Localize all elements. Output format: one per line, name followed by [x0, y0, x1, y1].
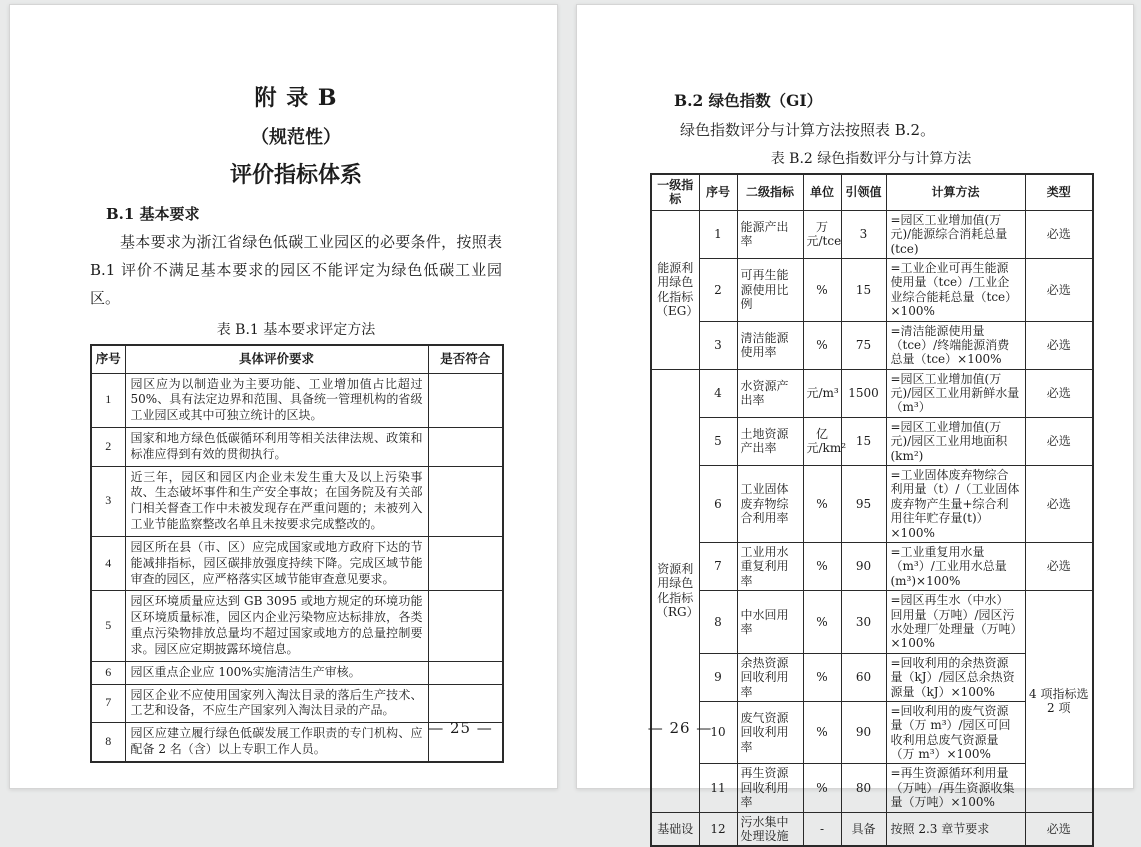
table-row [651, 591, 1093, 654]
row-number-cell: 3 [91, 466, 125, 536]
compliance-cell [428, 466, 503, 536]
section-b2-heading: B.2 绿色指数（GI） [674, 91, 823, 110]
table-row [91, 373, 503, 427]
row-number-cell: 7 [699, 542, 737, 590]
appendix-title-line1: 附 录 B [254, 85, 338, 111]
type-cell: 必选 [1025, 210, 1093, 258]
table-row [651, 369, 1093, 417]
type-cell: 必选 [1025, 542, 1093, 590]
row-number-cell: 8 [699, 591, 737, 654]
appendix-title-line3: 评价指标体系 [229, 162, 362, 188]
unit-cell: % [803, 258, 841, 321]
header-secondary-indicator: 二级指标 [737, 174, 803, 210]
row-number-cell: 4 [91, 536, 125, 590]
indicator-cell: 中水回用率 [737, 591, 803, 654]
leading-value-cell: 90 [841, 701, 886, 764]
row-number-cell: 9 [699, 653, 737, 701]
section-b2-paragraph: 绿色指数评分与计算方法按照表 B.2。 [680, 121, 936, 139]
header-calc-method: 计算方法 [886, 174, 1025, 210]
section-b1-paragraph: 基本要求为浙江省绿色低碳工业园区的必要条件，按照表 B.1 评价不满足基本要求的园区不能评定为绿色低碳工业园区。 [90, 233, 502, 307]
appendix-title [90, 81, 502, 189]
document-page-25 [9, 4, 558, 789]
page-number-25: — 25 — [428, 719, 493, 737]
indicator-cell: 废气资源回收利用率 [737, 701, 803, 764]
requirement-cell: 园区应建立履行绿色低碳发展工作职责的专门机构、应配备 2 名（含）以上专职工作人员。 [125, 723, 428, 762]
indicator-cell: 余热资源回收利用率 [737, 653, 803, 701]
header-unit: 单位 [803, 174, 841, 210]
table-row [651, 321, 1093, 369]
method-cell: 按照 2.3 章节要求 [886, 812, 1025, 846]
row-number-cell: 1 [699, 210, 737, 258]
section-b1-heading: B.1 基本要求 [106, 205, 200, 223]
table-row [651, 258, 1093, 321]
unit-cell: % [803, 466, 841, 543]
row-number-cell: 2 [91, 427, 125, 466]
row-number-cell: 12 [699, 812, 737, 846]
requirement-cell: 园区应为以制造业为主要功能、工业增加值占比超过 50%、具有法定边界和范围、具备统一管理机构的省级工业园区或其中可独立统计的区块。 [125, 373, 428, 427]
requirement-cell: 近三年，园区和园区内企业未发生重大及以上污染事故、生态破坏事件和生产安全事故；在国务院及有关部门相关督查工作中未被发现存在严重问题的；未被列入工业节能监察整改名单且未按要求完成整改的。 [125, 466, 428, 536]
unit-cell: % [803, 764, 841, 812]
table-row [91, 591, 503, 661]
method-cell: =回收利用的余热资源量（kJ）/园区总余热资源量（kJ）×100% [886, 653, 1025, 701]
header-compliance: 是否符合 [428, 345, 503, 373]
unit-cell: 亿元/km² [803, 417, 841, 465]
header-leading-value: 引领值 [841, 174, 886, 210]
group-cell-resource: 资源利用绿色化指标（RG） [651, 369, 699, 812]
table-b1-header-row [91, 345, 503, 373]
type-cell: 必选 [1025, 258, 1093, 321]
row-number-cell: 5 [699, 417, 737, 465]
table-b1-caption: 表 B.1 基本要求评定方法 [216, 322, 376, 338]
table-b2-header-row [651, 174, 1093, 210]
table-row [651, 210, 1093, 258]
indicator-cell: 清洁能源使用率 [737, 321, 803, 369]
table-row [651, 417, 1093, 465]
leading-value-cell: 3 [841, 210, 886, 258]
indicator-cell: 水资源产出率 [737, 369, 803, 417]
type-cell: 必选 [1025, 321, 1093, 369]
method-cell: =再生资源循环利用量（万吨）/再生资源收集量（万吨）×100% [886, 764, 1025, 812]
method-cell: =清洁能源使用量（tce）/终端能源消费总量（tce）×100% [886, 321, 1025, 369]
type-merged-cell: 4 项指标选 2 项 [1025, 591, 1093, 812]
indicator-cell: 工业固体废弃物综合利用率 [737, 466, 803, 543]
group-cell-energy: 能源利用绿色化指标（EG） [651, 210, 699, 369]
indicator-cell: 工业用水重复利用率 [737, 542, 803, 590]
row-number-cell: 1 [91, 373, 125, 427]
document-page-26 [576, 4, 1134, 844]
table-row [91, 427, 503, 466]
unit-cell: 元/m³ [803, 369, 841, 417]
indicator-cell: 再生资源回收利用率 [737, 764, 803, 812]
table-b1 [90, 344, 504, 763]
leading-value-cell: 30 [841, 591, 886, 654]
row-number-cell: 5 [91, 591, 125, 661]
type-cell: 必选 [1025, 812, 1093, 846]
header-primary-indicator: 一级指标 [651, 174, 699, 210]
requirement-cell: 园区环境质量应达到 GB 3095 或地方规定的环境功能区环境质量标准，园区内企业污染物应达标排放，各类重点污染物排放总量均不超过国家或地方的总量控制要求。园区应定期披露环境信息。 [125, 591, 428, 661]
method-cell: =工业企业可再生能源使用量（tce）/工业企业综合能耗总量（tce）×100% [886, 258, 1025, 321]
unit-cell: - [803, 812, 841, 846]
method-cell: =园区再生水（中水）回用量（万吨）/园区污水处理厂处理量（万吨）×100% [886, 591, 1025, 654]
type-cell: 必选 [1025, 417, 1093, 465]
leading-value-cell: 95 [841, 466, 886, 543]
indicator-cell: 污水集中处理设施 [737, 812, 803, 846]
method-cell: =工业固体废弃物综合利用量（t）/（工业固体废弃物产生量+综合利用往年贮存量(t)）×100% [886, 466, 1025, 543]
row-number-cell: 3 [699, 321, 737, 369]
table-row [651, 812, 1093, 846]
table-row [91, 684, 503, 723]
row-number-cell: 6 [699, 466, 737, 543]
table-row [91, 536, 503, 590]
row-number-cell: 4 [699, 369, 737, 417]
requirement-cell: 园区重点企业应 100%实施清洁生产审核。 [125, 661, 428, 684]
requirement-cell: 国家和地方绿色低碳循环利用等相关法律法规、政策和标准应得到有效的贯彻执行。 [125, 427, 428, 466]
table-row [91, 661, 503, 684]
leading-value-cell: 15 [841, 258, 886, 321]
header-seq-no: 序号 [91, 345, 125, 373]
indicator-cell: 可再生能源使用比例 [737, 258, 803, 321]
table-row [651, 466, 1093, 543]
row-number-cell: 8 [91, 723, 125, 762]
unit-cell: 万元/tce [803, 210, 841, 258]
page-number-26: — 26 — [647, 719, 713, 737]
table-row [651, 542, 1093, 590]
row-number-cell: 10 [699, 701, 737, 764]
compliance-cell [428, 427, 503, 466]
compliance-cell [428, 591, 503, 661]
header-requirement: 具体评价要求 [125, 345, 428, 373]
compliance-cell [428, 536, 503, 590]
group-cell-infrastructure: 基础设 [651, 812, 699, 846]
row-number-cell: 2 [699, 258, 737, 321]
table-row [91, 466, 503, 536]
row-number-cell: 11 [699, 764, 737, 812]
indicator-cell: 能源产出率 [737, 210, 803, 258]
type-cell: 必选 [1025, 466, 1093, 543]
header-seq-no: 序号 [699, 174, 737, 210]
unit-cell: % [803, 321, 841, 369]
indicator-cell: 土地资源产出率 [737, 417, 803, 465]
row-number-cell: 6 [91, 661, 125, 684]
unit-cell: % [803, 701, 841, 764]
page-25-content [10, 5, 557, 763]
unit-cell: % [803, 653, 841, 701]
requirement-cell: 园区所在县（市、区）应完成国家或地方政府下达的节能减排指标，园区碳排放强度持续下降。完成区域节能审查的园区，应严格落实区域节能审查意见要求。 [125, 536, 428, 590]
table-b2 [650, 173, 1094, 847]
unit-cell: % [803, 542, 841, 590]
row-number-cell: 7 [91, 684, 125, 723]
method-cell: =工业重复用水量（m³）/工业用水总量(m³)×100% [886, 542, 1025, 590]
leading-value-cell: 1500 [841, 369, 886, 417]
method-cell: =园区工业增加值(万元)/园区工业用新鲜水量（m³） [886, 369, 1025, 417]
method-cell: =园区工业增加值(万元)/能源综合消耗总量(tce) [886, 210, 1025, 258]
requirement-cell: 园区企业不应使用国家列入淘汰目录的落后生产技术、工艺和设备，不应生产国家列入淘汰目录的产品。 [125, 684, 428, 723]
table-b2-caption: 表 B.2 绿色指数评分与计算方法 [770, 151, 972, 167]
leading-value-cell: 90 [841, 542, 886, 590]
compliance-cell [428, 661, 503, 684]
method-cell: =园区工业增加值(万元)/园区工业用地面积(km²) [886, 417, 1025, 465]
compliance-cell [428, 684, 503, 723]
appendix-title-line2: （规范性） [251, 127, 341, 148]
leading-value-cell: 15 [841, 417, 886, 465]
leading-value-cell: 80 [841, 764, 886, 812]
leading-value-cell: 具备 [841, 812, 886, 846]
method-cell: =回收利用的废气资源量（万 m³）/园区可回收利用总废气资源量（万 m³）×100% [886, 701, 1025, 764]
header-type: 类型 [1025, 174, 1093, 210]
leading-value-cell: 60 [841, 653, 886, 701]
leading-value-cell: 75 [841, 321, 886, 369]
unit-cell: % [803, 591, 841, 654]
compliance-cell [428, 373, 503, 427]
type-cell: 必选 [1025, 369, 1093, 417]
